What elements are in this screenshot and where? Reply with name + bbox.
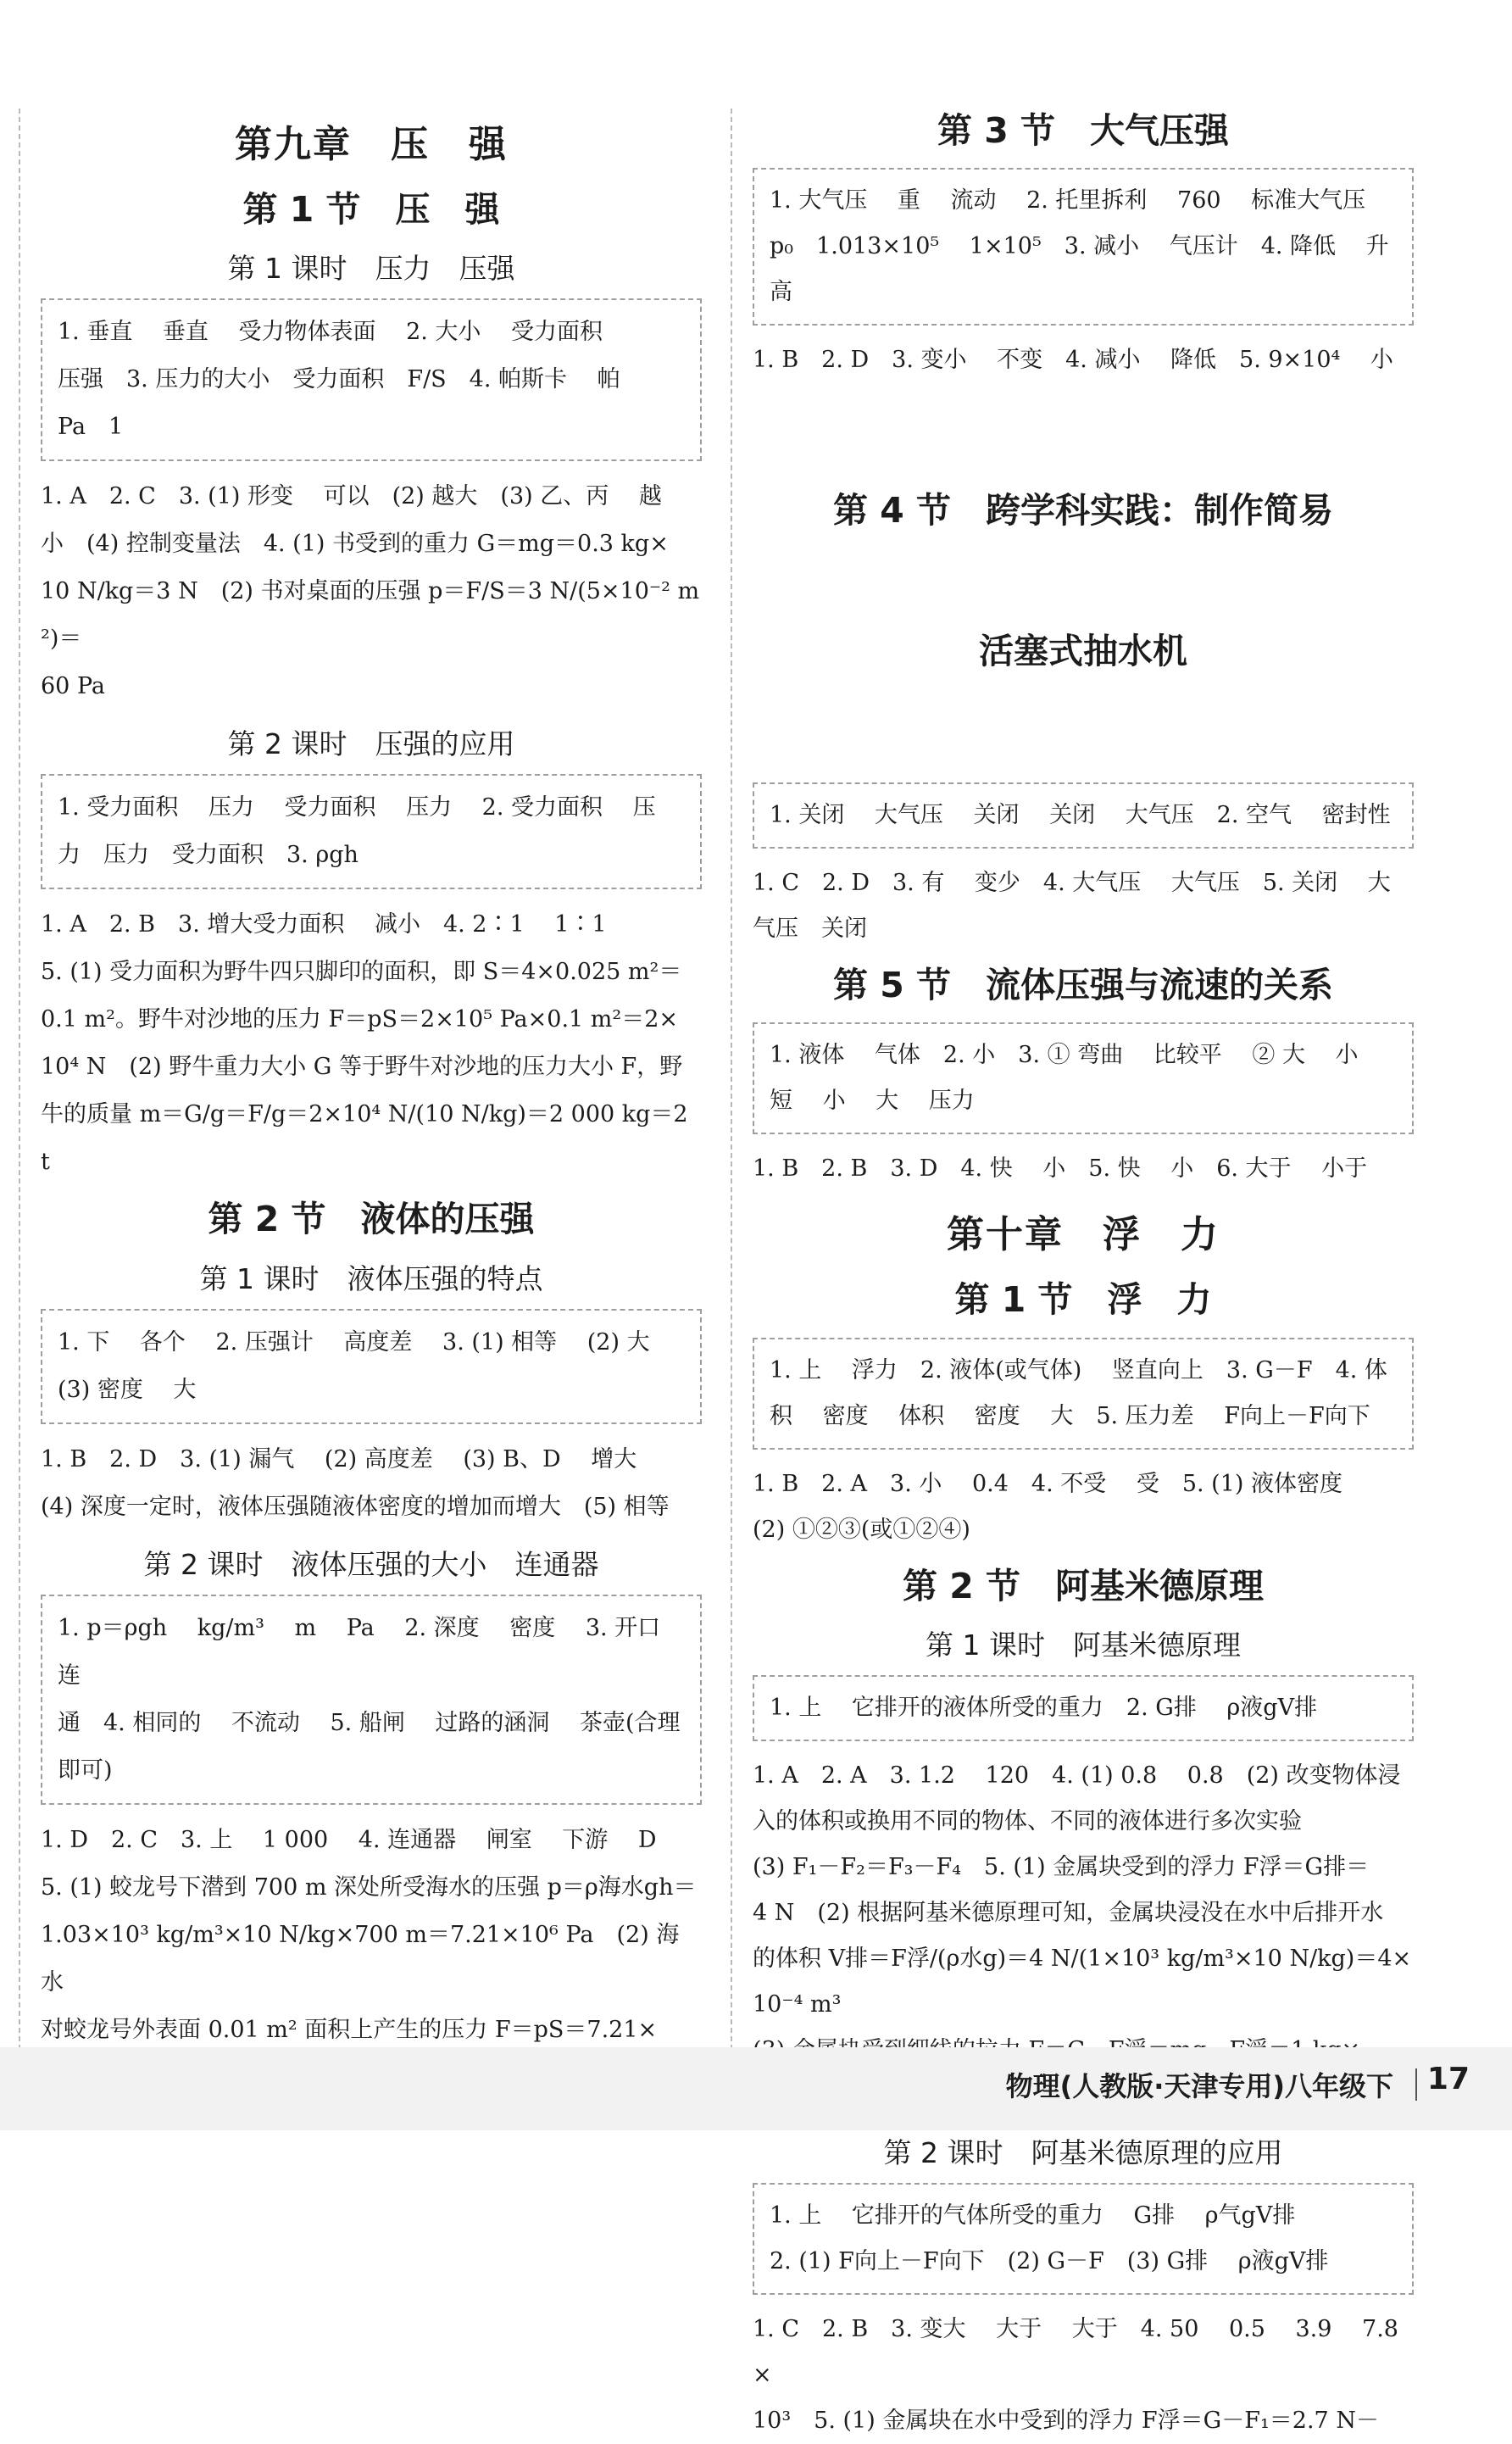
- answer-line: 1. 下 各个 2. 压强计 高度差 3. (1) 相等 (2) 大: [58, 1328, 650, 1356]
- answer-line: (3) 密度 大: [58, 1376, 197, 1403]
- sec4-exercise-answers: [753, 860, 1414, 952]
- section-1-title: 第 1 节 压 强: [242, 189, 500, 230]
- answer-line: 1. 关闭 大气压 关闭 关闭 大气压 2. 空气 密封性: [770, 802, 1391, 829]
- sec2-lesson-1-exercise-answers: [41, 1436, 702, 1531]
- answer-line: 1. 大气压 重 流动 2. 托里拆利 760 标准大气压: [770, 187, 1366, 214]
- answer-line: 1. 受力面积 压力 受力面积 压力 2. 受力面积 压: [58, 794, 656, 821]
- chapter-10-title: 第十章 浮 力: [947, 1213, 1220, 1257]
- answer-line: 1. A 2. B 3. 增大受力面积 减小 4. 2∶1 1∶1: [41, 911, 607, 938]
- answer-line: 1. 垂直 垂直 受力物体表面 2. 大小 受力面积: [58, 319, 603, 346]
- page-number: 17: [1426, 2062, 1470, 2096]
- sec2-lesson-1-title: 第 1 课时 液体压强的特点: [199, 1261, 543, 1295]
- answer-line: 5. (1) 蛟龙号下潜到 700 m 深处所受海水的压强 p＝ρ海水gh＝: [41, 1873, 697, 1901]
- sec2-lesson-2-title: 第 2 课时 液体压强的大小 连通器: [143, 1547, 599, 1581]
- lesson-2-title: 第 2 课时 压强的应用: [227, 727, 515, 761]
- answer-line: 2. (1) F向上－F向下 (2) G－F (3) G排 ρ液gV排: [770, 2248, 1329, 2275]
- section-5-title: 第 5 节 流体压强与流速的关系: [832, 965, 1334, 1006]
- lesson-2-exercise-answers: [41, 901, 702, 1186]
- answer-line: 力 压力 受力面积 3. ρgh: [58, 842, 359, 869]
- answer-line: 1. 上 它排开的气体所受的重力 G排 ρ气gV排: [770, 2202, 1296, 2230]
- ch10-sec2-lesson-2-exercise-answers: [753, 2307, 1414, 2444]
- answer-line: 0.1 m²。野牛对沙地的压力 F＝pS＝2×10⁵ Pa×0.1 m²＝2×: [41, 1006, 679, 1033]
- ch10-sec2-lesson-1-basic-answers: [753, 1675, 1414, 1741]
- answer-line: 的体积 V排＝F浮/(ρ水g)＝4 N/(1×10³ kg/m³×10 N/kg)＝4×10⁻⁴ m³: [753, 1946, 1412, 2018]
- answer-line: 10⁴ N (2) 野牛重力大小 G 等于野牛对沙地的压力大小 F，野: [41, 1054, 683, 1081]
- sec5-exercise-answers: [753, 1146, 1414, 1192]
- sec3-basic-answers: [753, 168, 1414, 326]
- ch10-sec1-exercise-answers: [753, 1461, 1414, 1553]
- left-column: [41, 102, 702, 2102]
- answer-line: 短 小 大 压力: [770, 1088, 975, 1115]
- answer-line: 通 4. 相同的 不流动 5. 船闸 过路的涵洞 茶壶(合理: [58, 1709, 681, 1736]
- answer-line: (3) F₁－F₂＝F₃－F₄ 5. (1) 金属块受到的浮力 F浮＝G排＝: [753, 1854, 1370, 1881]
- footer-separator: [1415, 2068, 1417, 2101]
- lesson-1-exercise-answers: [41, 473, 702, 710]
- column-divider: [731, 109, 732, 2050]
- lesson-2-basic-answers: [41, 774, 702, 889]
- answer-line: (2) ①②③(或①②④): [753, 1516, 970, 1543]
- answer-line: 压强 3. 压力的大小 受力面积 F/S 4. 帕斯卡 帕: [58, 366, 620, 393]
- section-3-title: 第 3 节 大气压强: [937, 110, 1230, 151]
- answer-line: 1. B 2. A 3. 小 0.4 4. 不受 受 5. (1) 液体密度: [753, 1470, 1342, 1497]
- ch10-section-2-title: 第 2 节 阿基米德原理: [902, 1565, 1265, 1606]
- book-title: 物理(人教版·天津专用)八年级下: [1005, 2070, 1393, 2102]
- ch10-sec2-lesson-2-basic-answers: [753, 2183, 1414, 2295]
- answer-line: 入的体积或换用不同的物体、不同的液体进行多次实验: [753, 1808, 1302, 1835]
- answer-line: 1. B 2. D 3. (1) 漏气 (2) 高度差 (3) B、D 增大: [41, 1445, 637, 1473]
- answer-line: 牛的质量 m＝G/g＝F/g＝2×10⁴ N/(10 N/kg)＝2 000 kg＝2 t: [41, 1101, 688, 1176]
- ch10-section-1-title: 第 1 节 浮 力: [954, 1279, 1212, 1321]
- ch10-sec2-lesson-2-title: 第 2 课时 阿基米德原理的应用: [883, 2136, 1283, 2170]
- answer-line: (4) 深度一定时，液体压强随液体密度的增加而增大 (5) 相等: [41, 1493, 670, 1520]
- sec3-exercise-answers: [753, 337, 1414, 383]
- answer-line: 5. (1) 受力面积为野牛四只脚印的面积，即 S＝4×0.025 m²＝: [41, 959, 682, 986]
- answer-line: 1.03×10³ kg/m³×10 N/kg×700 m＝7.21×10⁶ Pa (2) 海水: [41, 1921, 680, 1996]
- answer-line: 1. A 2. C 3. (1) 形变 可以 (2) 越大 (3) 乙、丙 越: [41, 483, 662, 510]
- sec5-basic-answers: [753, 1022, 1414, 1134]
- section-4-title-line-1: 第 4 节 跨学科实践：制作简易: [832, 490, 1334, 532]
- answer-line: 1. 液体 气体 2. 小 3. ① 弯曲 比较平 ② 大 小: [770, 1042, 1359, 1069]
- answer-line: 1. B 2. D 3. 变小 不变 4. 减小 降低 5. 9×10⁴ 小: [753, 347, 1393, 374]
- ch10-sec1-basic-answers: [753, 1338, 1414, 1450]
- answer-line: 小 (4) 控制变量法 4. (1) 书受到的重力 G＝mg＝0.3 kg×: [41, 531, 669, 558]
- answer-line: 1. C 2. B 3. 变大 大于 大于 4. 50 0.5 3.9 7.8×: [753, 2316, 1398, 2389]
- answer-line: 4 N (2) 根据阿基米德原理可知，金属块浸没在水中后排开水: [753, 1900, 1384, 1927]
- answer-line: 1. 上 它排开的液体所受的重力 2. G排 ρ液gV排: [770, 1695, 1318, 1722]
- answer-line: 即可): [58, 1756, 113, 1784]
- answer-line: Pa 1: [58, 414, 124, 441]
- section-4-title: [753, 393, 1414, 769]
- answer-line: 60 Pa: [41, 673, 105, 700]
- chapter-9-title: 第九章 压 强: [235, 123, 508, 166]
- answer-line: 积 密度 体积 密度 大 5. 压力差 F向上－F向下: [770, 1402, 1370, 1429]
- answer-line: 对蛟龙号外表面 0.01 m² 面积上产生的压力 F＝pS＝7.21×: [41, 2016, 658, 2043]
- answer-line: 1. C 2. D 3. 有 变少 4. 大气压 大气压 5. 关闭 大: [753, 870, 1391, 897]
- section-4-title-line-2: 活塞式抽水机: [979, 631, 1187, 672]
- sec2-lesson-1-basic-answers: [41, 1309, 702, 1424]
- lesson-1-title: 第 1 课时 压力 压强: [227, 252, 515, 286]
- answer-line: 1. 上 浮力 2. 液体(或气体) 竖直向上 3. G－F 4. 体: [770, 1356, 1387, 1383]
- ch10-sec2-lesson-1-title: 第 1 课时 阿基米德原理: [926, 1628, 1241, 1662]
- answer-line: p₀ 1.013×10⁵ 1×10⁵ 3. 减小 气压计 4. 降低 升高: [770, 233, 1389, 306]
- answer-line: 10³ 5. (1) 金属块在水中受到的浮力 F浮＝G－F₁＝2.7 N－: [753, 2408, 1379, 2435]
- answer-line: 1. D 2. C 3. 上 1 000 4. 连通器 闸室 下游 D: [41, 1826, 657, 1853]
- answer-line: 1. A 2. A 3. 1.2 120 4. (1) 0.8 0.8 (2) 改变物体浸: [753, 1762, 1401, 1790]
- lesson-1-basic-answers: [41, 298, 702, 461]
- answer-line: 1. p＝ρgh kg/m³ m Pa 2. 深度 密度 3. 开口 连: [58, 1614, 691, 1689]
- sec2-lesson-2-basic-answers: [41, 1595, 702, 1805]
- left-margin-rule: [19, 109, 20, 2050]
- answer-line: 10 N/kg＝3 N (2) 书对桌面的压强 p＝F/S＝3 N/(5×10⁻² m²)＝: [41, 578, 700, 653]
- section-2-title: 第 2 节 液体的压强: [208, 1199, 535, 1240]
- answer-line: 1. B 2. B 3. D 4. 快 小 5. 快 小 6. 大于 小于: [753, 1155, 1368, 1183]
- answer-line: 气压 关闭: [753, 916, 867, 943]
- sec4-basic-answers: [753, 782, 1414, 849]
